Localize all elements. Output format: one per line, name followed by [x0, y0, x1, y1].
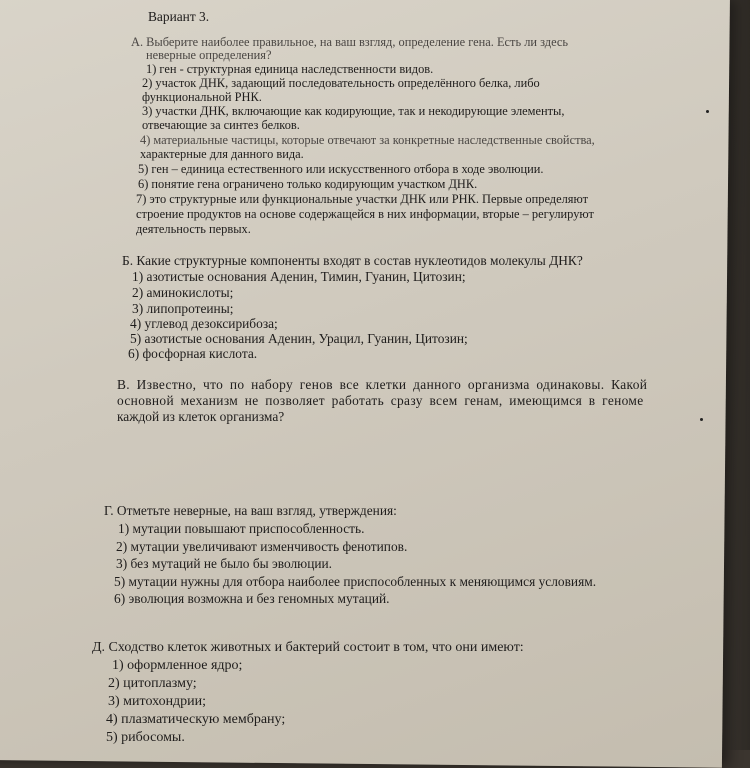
section-v-line: каждой из клеток организма?	[117, 409, 285, 424]
section-b-item: 6) фосфорная кислота.	[128, 346, 258, 361]
section-a-item: 4) материальные частицы, которые отвечают за конкретные наследственные свойства,	[140, 133, 595, 147]
section-a-item: отвечающие за синтез белков.	[142, 118, 300, 132]
ink-dot	[700, 418, 703, 421]
section-a-item: характерные для данного вида.	[140, 147, 304, 161]
section-b-item: 1) азотистые основания Аденин, Тимин, Гуанин, Цитозин;	[132, 269, 466, 284]
section-b-item: 2) аминокислоты;	[132, 285, 234, 300]
section-v-line: основной механизм не позволяет работать сразу всем генам, имеющимся в геноме	[117, 393, 644, 408]
section-b-item: 4) углевод дезоксирибоза;	[130, 316, 278, 331]
section-a-item: 3) участки ДНК, включающие как кодирующие, так и некодирующие элементы,	[142, 104, 565, 118]
section-b-title: Б. Какие структурные компоненты входят в состав нуклеотидов молекулы ДНК?	[122, 253, 583, 268]
section-a-item: 5) ген – единица естественного или искусственного отбора в ходе эволюции.	[138, 162, 544, 176]
section-d-item: 1) оформленное ядро;	[112, 658, 243, 673]
section-a-item: функциональной РНК.	[142, 90, 262, 104]
section-g-item: 5) мутации нужны для отбора наиболее приспособленных к меняющимся условиям.	[114, 574, 597, 589]
section-a-item: 6) понятие гена ограничено только кодирующим участком ДНК.	[138, 177, 478, 191]
section-d-item: 2) цитоплазму;	[108, 676, 197, 691]
section-a-title-cont: неверные определения?	[146, 48, 272, 62]
section-v-line: В. Известно, что по набору генов все клетки данного организма одинаковы. Какой	[117, 377, 648, 392]
section-d-item: 4) плазматическую мембрану;	[106, 712, 286, 727]
section-b-item: 5) азотистые основания Аденин, Урацил, Гуанин, Цитозин;	[130, 331, 468, 346]
section-g-item: 1) мутации повышают приспособленность.	[118, 521, 365, 536]
section-g-item: 2) мутации увеличивают изменчивость фенотипов.	[116, 539, 408, 554]
section-g-item: 6) эволюция возможна и без геномных мутаций.	[114, 591, 390, 606]
variant-heading: Вариант 3.	[148, 9, 210, 24]
section-a-item: 1) ген - структурная единица наследственности видов.	[146, 62, 434, 76]
section-a-item: строение продуктов на основе содержащейся в них информации, вторые – регулируют	[136, 207, 594, 221]
section-a-title: А. Выберите наиболее правильное, на ваш взгляд, определение гена. Есть ли здесь	[131, 35, 569, 49]
section-g-item: 3) без мутаций не было бы эволюции.	[116, 556, 333, 571]
section-a-item: деятельность первых.	[136, 222, 251, 236]
section-b-item: 3) липопротеины;	[132, 301, 234, 316]
section-a-item: 2) участок ДНК, задающий последовательность определённого белка, либо	[142, 76, 540, 90]
section-d-title: Д. Сходство клеток животных и бактерий состоит в том, что они имеют:	[92, 640, 524, 655]
ink-dot	[706, 110, 709, 113]
section-d-item: 3) митохондрии;	[108, 694, 207, 709]
section-a-item: 7) это структурные или функциональные участки ДНК или РНК. Первые определяют	[136, 192, 588, 206]
section-d-item: 5) рибосомы.	[106, 730, 185, 745]
section-g-title: Г. Отметьте неверные, на ваш взгляд, утверждения:	[104, 503, 397, 518]
